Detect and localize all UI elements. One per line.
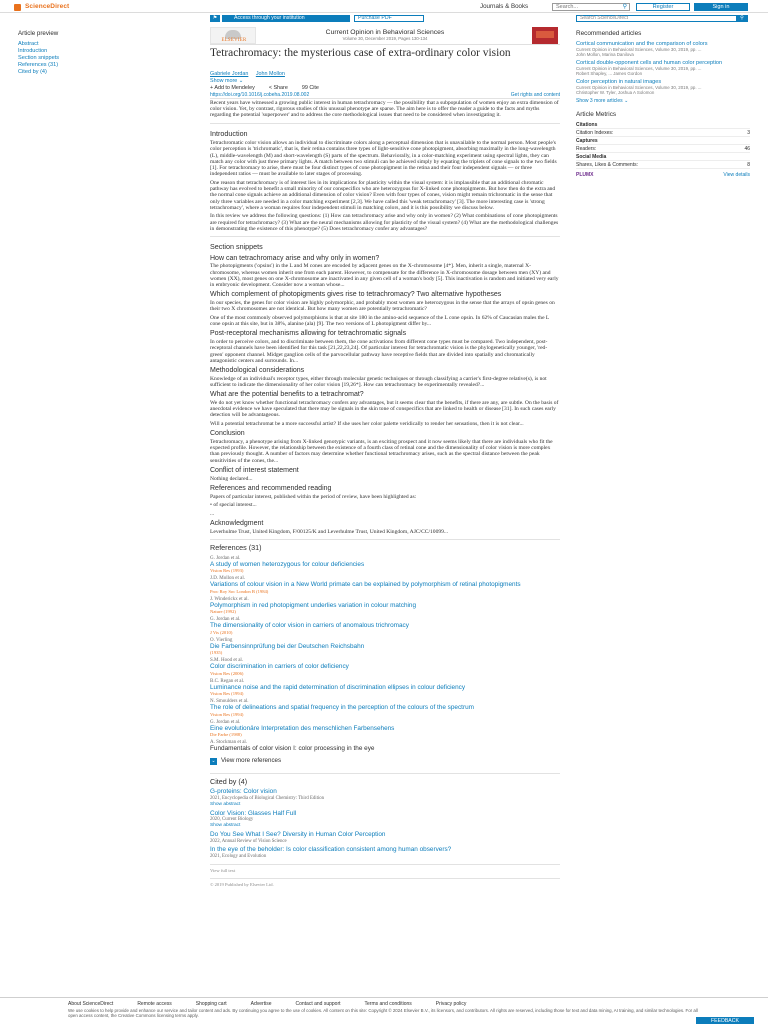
divider xyxy=(210,864,560,865)
cited-by-item xyxy=(210,811,560,829)
show-more-articles-label: Show 3 more articles xyxy=(576,98,623,105)
reference-item xyxy=(210,699,560,717)
snippet-text: In our species, the genes for color vision are highly polymorphic, and probably most women are heterozygous in the sense that the arrays of opsin genes on their two X chromosomes are not identical. But how many women are potentially tetrachromatic? xyxy=(210,300,555,313)
sciencedirect-logo[interactable] xyxy=(14,3,69,12)
access-through-institution-button[interactable]: Access through your institution xyxy=(222,15,350,22)
cite-button[interactable]: 99 Cite xyxy=(301,85,319,91)
divider xyxy=(210,539,560,540)
reference-source: (1935) xyxy=(210,650,223,656)
metrics-row xyxy=(576,161,750,169)
footer-link-terms[interactable]: Terms and conditions xyxy=(364,1001,412,1007)
sciencedirect-search-input[interactable]: Search ScienceDirect xyxy=(576,15,748,22)
metric-label: Captures xyxy=(576,138,598,145)
snippet-title: Post-receptoral mechanisms allowing for tetrachromatic signals xyxy=(210,330,407,338)
doi-link[interactable]: https://doi.org/10.1016/j.cobeha.2019.08.002 xyxy=(210,92,310,98)
cited-by-item xyxy=(210,847,560,859)
sign-in-button[interactable]: Sign in xyxy=(694,3,748,11)
reference-authors: A. Stockman et al. xyxy=(210,740,248,746)
show-more-articles-button[interactable] xyxy=(576,98,750,105)
reference-title-link[interactable]: Polymorphism in red photopigment underlies variation in colour matching xyxy=(210,601,417,609)
divider xyxy=(210,878,560,879)
acknowledgment-text: Leverhulme Trust, United Kingdom, F/00125/K and Leverhulme Trust, United Kingdom, AJC/CC/10099... xyxy=(210,529,449,536)
article-outline xyxy=(18,30,118,76)
metric-value: 46 xyxy=(744,146,750,153)
footer-link-advertise[interactable]: Advertise xyxy=(250,1001,272,1007)
cited-by-source: 2022, Annual Review of Vision Science xyxy=(210,838,287,844)
intro-paragraph: Tetrachromatic color vision allows an individual to discriminate colors along a perceptual dimension that is unavailable to the normal person. Most people's color perception is 'trichromatic', that is, their retina contains three types of light-sensitive cone photopigment, absorbing maximally in the long-wavelength (L), middle-wavelength (M) and short-wavelength (S) parts of the spectrum. Behaviorally, in a color-matching experiment using spectral lights, they can match any color with just three primary lights. A match between two stimuli can be achieved simply by equating the triplets of cone signals to the two fields [1]. For tetrachromacy to arise, there must be four distinct types of cone photopigment in the retina and their four independent signals — or three independent ratios — must be available to later stages of processing. xyxy=(210,140,557,178)
metrics-row xyxy=(576,137,750,145)
recommended-article-authors: Robert Shapley, ... James Gordon xyxy=(576,70,643,76)
reference-authors: J. Winderickx et al. xyxy=(210,596,249,602)
footer-link-contact[interactable]: Contact and support xyxy=(295,1001,341,1007)
recommended-article xyxy=(576,60,750,76)
reference-source: Vision Res (1993) xyxy=(210,568,244,574)
reference-item xyxy=(210,740,560,753)
reference-title-link[interactable]: Variations of colour vision in a New World primate can be explained by polymorphism of retinal photopigments xyxy=(210,581,521,589)
reference-item xyxy=(210,638,560,656)
search-submit-icon[interactable]: ⚲ xyxy=(736,15,748,22)
reference-title-link[interactable]: Luminance noise and the rapid determination of discrimination ellipses in colour deficiency xyxy=(210,683,466,691)
reference-title-link[interactable]: Die Farbensinnprüfung bei der Deutschen Reichsbahn xyxy=(210,642,365,650)
reference-authors: S.M. Hood et al. xyxy=(210,658,244,664)
chevron-down-icon: ⌄ xyxy=(238,78,244,84)
reference-title-link[interactable]: The role of delineations and spatial frequency in the perception of the colours of the spectrum xyxy=(210,704,474,712)
conflict-heading: Conflict of interest statement xyxy=(210,466,299,474)
outline-item-section-snippets[interactable]: Section snippets xyxy=(18,55,60,62)
cited-by-source: 2020, Current Biology xyxy=(210,817,254,823)
recommended-heading: Recommended articles xyxy=(576,30,642,37)
show-abstract-link[interactable]: Show abstract xyxy=(210,801,241,807)
reference-source: Vision Res (1994) xyxy=(210,691,244,697)
recommended-article-link[interactable]: Cortical double-opponent cells and human color perception xyxy=(576,59,723,66)
author-link[interactable]: Gabriele Jordan xyxy=(210,71,249,77)
outline-item-abstract[interactable]: Abstract xyxy=(18,41,39,48)
acknowledgment-heading: Acknowledgment xyxy=(210,520,264,528)
chevron-down-icon: ⌄ xyxy=(211,758,216,765)
journal-name[interactable]: Current Opinion in Behavioral Sciences xyxy=(325,29,445,36)
right-sidebar xyxy=(576,30,750,179)
elsevier-mark-icon xyxy=(14,4,21,11)
footer-links xyxy=(68,1001,466,1008)
abstract-text: Recent years have witnessed a growing public interest in human tetrachromacy — the possibility that a subpopulation of women enjoy an extra dimension of color vision. Yet, by contrast, rigorous studies of this unusual phenotype are sparse. The aim here is to offer the reader a guide to the facts and myths regarding the potential 'superpower' and to address the core methodological issues that need to be considered when investigating it. xyxy=(210,100,559,119)
reference-source: Die Farbe (1988) xyxy=(210,732,242,738)
references-heading: References (31) xyxy=(210,543,262,553)
brand-name: ScienceDirect xyxy=(25,3,70,10)
reference-source: Vision Res (1994) xyxy=(210,711,244,717)
view-more-references-button[interactable] xyxy=(210,757,281,765)
snippet-title: Methodological considerations xyxy=(210,366,305,374)
author-link[interactable]: John Mollon xyxy=(255,71,285,77)
intro-paragraph: One reason that tetrachromacy is of interest lies in its implications for plasticity within the visual system: it is implausible that an additional chromatic pathway has evolved to benefit a small minority of our conspecifics who are heterozygous for X-linked cone photopigments. But how then do the extra and the normal cone signals achieve an additional dimension of color vision? Even with four types of cones, vision might remain trichromatic in the sense that only three variables are needed in a color matching experiment [2,3]. We have called this 'weak tetrachromacy' [3]. The more interesting case is 'strong tetrachromacy', where a woman requires four independent stimuli in matching colors, and it is this possibility we discuss below. xyxy=(210,179,556,211)
footer-link-remote-access[interactable]: Remote access xyxy=(137,1001,172,1007)
journal-volume[interactable]: Volume 30, December 2019, Pages 130-134 xyxy=(342,36,428,41)
reference-item xyxy=(210,720,560,738)
reference-source: Proc Roy Soc London B (1984) xyxy=(210,588,269,594)
register-button[interactable]: Register xyxy=(636,3,690,11)
recommended-article-source: Current Opinion in Behavioral Sciences, Volume 30, 2019, pp. ... xyxy=(576,65,702,71)
snippet-text: The photopigments ('opsins') in the L and M cones are encoded by adjacent genes on the X-chromosome [4*]. Men, inherit a single, maternal X-chromosome, whereas women inherit one from each parent. However, to compensate for the difference in X-chromosome dosage between men (XY) and women (XX), most genes on one X-chromosome are inactivated in any given cell of a woman's body [5]. This inactivation is random and initiated very early in embryonic development. Consider now a woman whose... xyxy=(210,263,559,289)
snippet-text: One of the most commonly observed polymorphisms is that at site 180 in the amino-acid sequence of the L cone opsin. In 62% of Caucasian males the L cone opsin at this site, but in 38%, alanine (ala) [9]. The two versions of L photopigment differ by... xyxy=(210,314,550,328)
snippet-text: Tetrachromacy, a phenotype arising from X-linked genotypic variants, is an exciting prospect and it now seems likely that there are individuals who fit the expected profile. However, the relationship between the existence of a fourth class of retinal cone and the dimensionality of color vision is more complex than previously thought. A number of factors may determine whether functional tetrachromacy arises, such as the spectral distance between the peak sensitivities of the cones, the... xyxy=(210,439,553,464)
search-icon[interactable]: ⚲ xyxy=(622,3,627,10)
view-more-label: View more references xyxy=(221,757,282,765)
doi-row xyxy=(210,92,560,99)
reference-item xyxy=(210,556,560,574)
outline-item-introduction[interactable]: Introduction xyxy=(18,48,48,55)
view-full-text-link[interactable]: View full text xyxy=(210,867,236,873)
chevron-down-icon: ⌄ xyxy=(624,98,629,105)
reference-authors: G. Jordan et al. xyxy=(210,617,241,623)
rights-and-content-link[interactable]: Get rights and content xyxy=(510,92,560,98)
snippet-title: Conclusion xyxy=(210,430,245,438)
article-title: Tetrachromacy: the mysterious case of extra-ordinary color vision xyxy=(210,47,511,59)
snippet-title: What are the potential benefits to a tetrachromat? xyxy=(210,391,364,399)
snippet-text: In order to perceive colors, and to discriminate between them, the cone activations from different cone types must be compared. Two independent, post-receptoral channels have been identified for this task [21,22,23,24]. Of particular interest for tetrachromatic vision is the phylogenetically younger, 'red-green' opponent channel. Midget ganglion cells of the parvocellular pathway have receptive fields that are divided into spatially and chromatically antagonistic centers and surrounds. In... xyxy=(210,339,548,364)
plumx-row xyxy=(576,172,750,179)
view-details-link[interactable]: View details xyxy=(723,172,750,179)
reference-authors: G. Jordan et al. xyxy=(210,555,241,561)
reference-authors: N. Smoulders et al. xyxy=(210,699,249,705)
institution-icon: ⚑ xyxy=(210,15,220,22)
add-to-mendeley-button[interactable]: + Add to Mendeley xyxy=(210,85,255,91)
show-abstract-link[interactable]: Show abstract xyxy=(210,823,241,829)
article-metrics-heading: Article Metrics xyxy=(576,110,617,118)
divider xyxy=(210,773,560,774)
section-heading-introduction: Introduction xyxy=(210,128,248,138)
outline-title: Article preview xyxy=(18,30,59,37)
reference-item xyxy=(210,597,560,615)
reference-item xyxy=(210,576,560,594)
cited-by-source: 2021, Ecology and Evolution xyxy=(210,854,267,860)
recommended-reading-text: Papers of particular interest, published within the period of review, have been highlighted as: xyxy=(210,493,417,500)
reference-item xyxy=(210,617,560,635)
snippet-text: We do not yet know whether functional tetrachromacy confers any advantages, but it seems clear that the benefits, if there are any, are subtle. On the basis of anecdotal evidence we have speculated that there may be signals in the skin tone of conspecifics that are linked to health or disease [31]. In such cases early detection will be advantageous. xyxy=(210,399,559,419)
reference-source: Nature (1992) xyxy=(210,609,236,615)
reference-title-link[interactable]: Color discrimination in carriers of color deficiency xyxy=(210,663,349,671)
reference-authors: B.C. Regan et al. xyxy=(210,678,245,684)
copyright-notice: © 2019 Published by Elsevier Ltd. xyxy=(210,881,274,887)
divider xyxy=(210,123,560,124)
cited-by-title-link[interactable]: Color Vision: Glasses Half Full xyxy=(210,809,297,817)
recommended-article-authors: John Mollon, Marina Danilova xyxy=(576,51,634,57)
article-body xyxy=(210,100,560,888)
metric-label: Citation Indexes: xyxy=(576,130,614,137)
recommended-article-authors: Christopher W. Tyler, Joshua A Solomon xyxy=(576,90,655,96)
outline-item-cited-by[interactable]: Cited by (4) xyxy=(18,69,47,76)
footer-link-privacy[interactable]: Privacy policy xyxy=(435,1001,467,1007)
recommended-article-link[interactable]: Color perception in natural images xyxy=(576,78,662,85)
footer-legal-text: We use cookies to help provide and enhance our service and tailor content and ads. By continuing you agree to the use of cookies. All content on this site: Copyright © 2024 Elsevier B.V., its licensors, and contributors. All rights are reserved, including those for text and data mining, AI training, and similar technologies. For all open access content, the Creative Commons licensing terms apply. xyxy=(68,1008,698,1019)
header-search-box[interactable] xyxy=(552,3,630,11)
snippet-text: Will a potential tetrachromat be a more successful artist? If she uses her color palette veridically to render her sensations, then it is not clear... xyxy=(210,421,524,428)
divider xyxy=(210,236,560,237)
metrics-row xyxy=(576,153,750,161)
recommended-reading-more: ... xyxy=(210,511,215,518)
cited-by-title-link[interactable]: Do You See What I See? Diversity in Human Color Perception xyxy=(210,831,386,839)
cited-by-heading: Cited by (4) xyxy=(210,776,248,786)
metrics-row xyxy=(576,129,750,137)
cited-by-title-link[interactable]: G-proteins: Color vision xyxy=(210,788,277,796)
conflict-text: Nothing declared... xyxy=(210,475,253,482)
cited-by-item xyxy=(210,832,560,844)
reference-title: Fundamentals of color vision I: color processing in the eye xyxy=(210,745,375,753)
cited-by-title-link[interactable]: In the eye of the beholder: Is color classification consistent among human observers? xyxy=(210,846,452,854)
footer-link-cart[interactable]: Shopping cart xyxy=(195,1001,227,1007)
snippet-title: Which complement of photopigments gives rise to tetrachromacy? Two alternative hypotheses xyxy=(210,291,502,299)
reference-source: J Vis (2010) xyxy=(210,629,233,635)
top-navigation-bar xyxy=(0,0,768,13)
snippet-text: Knowledge of an individual's receptor types, either through molecular genetic techniques or through classifying a carrier's first-degree relative(s), is not sufficient to indicate the dimensionality of her color vision [19,26*]. How can tetrachromacy be experimentally revealed?... xyxy=(210,375,547,388)
journal-cover-image[interactable] xyxy=(532,27,558,44)
cited-by-source: 2021, Encyclopedia of Biological Chemistry: Third Edition xyxy=(210,796,325,802)
metric-label: Shares, Likes & Comments: xyxy=(576,162,638,169)
outline-item-references[interactable]: References (31) xyxy=(18,62,59,69)
cited-by-item xyxy=(210,789,560,807)
recommended-article-source: Current Opinion in Behavioral Sciences, Volume 30, 2019, pp. ... xyxy=(576,85,702,91)
purchase-pdf-button[interactable]: Purchase PDF xyxy=(354,15,424,22)
reference-title-link[interactable]: A study of women heterozygous for colour deficiencies xyxy=(210,560,365,568)
section-heading-snippets: Section snippets xyxy=(210,242,263,252)
recommended-article xyxy=(576,41,750,57)
site-footer xyxy=(0,997,768,1024)
reference-authors: G. Jordan et al. xyxy=(210,719,241,725)
metrics-row xyxy=(576,121,750,129)
recommended-reading-heading: References and recommended reading xyxy=(210,484,332,492)
metric-label: Citations xyxy=(576,122,598,129)
share-button[interactable]: < Share xyxy=(268,85,288,91)
metric-value: 8 xyxy=(747,162,750,169)
intro-paragraph: In this review we address the following questions: (1) How can tetrachromacy arise and why only in women? (2) What combinations of cone photopigments are required for tetrachromacy? (3) What are the neural mechanisms allowing for plasticity of the visual system? (4) What are the methodological challenges in demonstrating the existence of this phenotype? (5) Does tetrachromacy confer any advantages? xyxy=(210,213,559,232)
reference-title-link[interactable]: The dimensionality of color vision in carriers of anomalous trichromacy xyxy=(210,622,409,630)
journals-books-link[interactable]: Journals & Books xyxy=(480,3,529,10)
metric-label: Readers: xyxy=(576,146,597,153)
footer-link-about[interactable]: About ScienceDirect xyxy=(68,1001,114,1007)
show-more-label: Show more xyxy=(210,78,238,84)
feedback-button[interactable]: FEEDBACK xyxy=(696,1017,754,1024)
reference-item xyxy=(210,658,560,676)
metric-value: 3 xyxy=(747,130,750,137)
recommended-article-source: Current Opinion in Behavioral Sciences, Volume 30, 2019, pp. ... xyxy=(576,46,702,52)
publisher-name: ELSEVIER xyxy=(221,38,247,43)
header-search-placeholder: Search... xyxy=(556,3,579,10)
reference-authors: O. Vierling xyxy=(210,637,233,643)
recommended-article xyxy=(576,79,750,95)
plumx-logo: PLUMX xyxy=(576,172,594,179)
snippet-title: How can tetrachromacy arise and why only in women? xyxy=(210,254,380,262)
journal-banner xyxy=(210,27,560,45)
reference-title-link[interactable]: Eine evolutionäre Interpretation des menschlichen Farbensehens xyxy=(210,724,395,732)
metric-label: Social Media xyxy=(576,154,607,161)
article-action-bar xyxy=(0,13,768,24)
reference-authors: J.D. Mollon et al. xyxy=(210,576,245,582)
recommended-reading-note: • of special interest... xyxy=(210,502,257,509)
reference-source: Vision Res (2006) xyxy=(210,670,244,676)
reference-item xyxy=(210,679,560,697)
metrics-row xyxy=(576,145,750,153)
recommended-article-link[interactable]: Cortical communication and the comparison of colors xyxy=(576,40,708,47)
